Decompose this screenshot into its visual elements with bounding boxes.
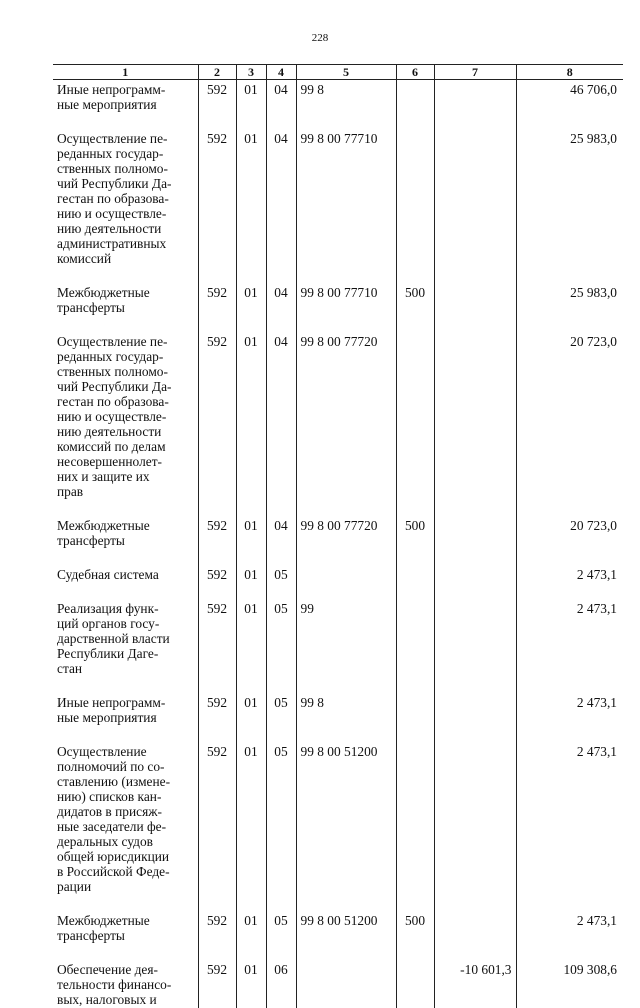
cell-change-amount [434,567,516,601]
cell-admin-code: 592 [198,131,236,285]
cell-admin-code: 592 [198,744,236,913]
cell-section: 01 [236,131,266,285]
cell-total-amount: 2 473,1 [516,744,623,913]
header-col-2: 2 [198,65,236,80]
cell-admin-code: 592 [198,285,236,334]
cell-expense-type [396,567,434,601]
table-row [53,695,623,744]
cell-section: 01 [236,695,266,744]
header-row [53,65,623,80]
cell-admin-code: 592 [198,601,236,695]
table-row [53,567,623,601]
cell-subsection: 05 [266,695,296,744]
table-row [53,744,623,913]
cell-total-amount: 2 473,1 [516,601,623,695]
cell-target-article: 99 8 00 51200 [296,913,396,962]
cell-description: Обеспечение дея- тельности финансо- вых, налоговых и [53,962,198,1008]
table-row [53,601,623,695]
header-col-3: 3 [236,65,266,80]
cell-expense-type: 500 [396,913,434,962]
cell-expense-type: 500 [396,285,434,334]
cell-description: Межбюджетные трансферты [53,913,198,962]
cell-target-article: 99 8 [296,80,396,132]
table-row [53,962,623,1008]
cell-total-amount: 20 723,0 [516,334,623,518]
cell-total-amount: 25 983,0 [516,131,623,285]
cell-expense-type [396,744,434,913]
cell-section: 01 [236,962,266,1008]
cell-subsection: 04 [266,131,296,285]
cell-expense-type [396,131,434,285]
cell-subsection: 05 [266,913,296,962]
cell-total-amount: 2 473,1 [516,913,623,962]
cell-description: Осуществление полномочий по со- ставлению (измене- нию) списков кан- дидатов в присяж- ные заседатели фе- деральных судов общей юрисдикции в Российской Феде- рации [53,744,198,913]
cell-description: Осуществление пе- реданных государ- ственных полномо- чий Республики Да- гестан по образова- нию и осуществле- нию деятельности комиссий по делам несовершеннолет- них и защите их прав [53,334,198,518]
cell-change-amount [434,601,516,695]
cell-subsection: 05 [266,567,296,601]
cell-expense-type: 500 [396,518,434,567]
cell-subsection: 05 [266,744,296,913]
cell-admin-code: 592 [198,334,236,518]
cell-section: 01 [236,518,266,567]
header-col-7: 7 [434,65,516,80]
cell-subsection: 04 [266,518,296,567]
cell-change-amount [434,913,516,962]
cell-target-article: 99 8 00 77710 [296,131,396,285]
cell-change-amount [434,744,516,913]
table-row [53,80,623,132]
table-row [53,334,623,518]
cell-subsection: 04 [266,285,296,334]
cell-change-amount: -10 601,3 [434,962,516,1008]
table-body [53,80,623,1008]
cell-change-amount [434,131,516,285]
cell-expense-type [396,695,434,744]
cell-description: Межбюджетные трансферты [53,518,198,567]
cell-change-amount [434,334,516,518]
cell-change-amount [434,285,516,334]
cell-description: Реализация функ- ций органов госу- дарственной власти Республики Даге- стан [53,601,198,695]
cell-target-article: 99 8 00 51200 [296,744,396,913]
cell-subsection: 05 [266,601,296,695]
cell-target-article [296,962,396,1008]
cell-target-article: 99 8 [296,695,396,744]
cell-target-article: 99 8 00 77720 [296,334,396,518]
cell-description: Иные непрограмм- ные мероприятия [53,80,198,132]
cell-subsection: 06 [266,962,296,1008]
cell-subsection: 04 [266,80,296,132]
cell-admin-code: 592 [198,567,236,601]
cell-description: Осуществление пе- реданных государ- ственных полномо- чий Республики Да- гестан по образова- нию и осуществле- нию деятельности административных комиссий [53,131,198,285]
cell-target-article: 99 8 00 77710 [296,285,396,334]
cell-section: 01 [236,913,266,962]
cell-section: 01 [236,601,266,695]
header-col-4: 4 [266,65,296,80]
table-row [53,285,623,334]
cell-total-amount: 46 706,0 [516,80,623,132]
cell-expense-type [396,334,434,518]
cell-total-amount: 2 473,1 [516,695,623,744]
cell-description: Иные непрограмм- ные мероприятия [53,695,198,744]
header-col-1: 1 [53,65,198,80]
cell-admin-code: 592 [198,518,236,567]
table-row [53,518,623,567]
cell-section: 01 [236,285,266,334]
cell-target-article: 99 [296,601,396,695]
header-col-5: 5 [296,65,396,80]
cell-section: 01 [236,567,266,601]
cell-change-amount [434,518,516,567]
cell-admin-code: 592 [198,962,236,1008]
cell-description: Судебная система [53,567,198,601]
cell-expense-type [396,601,434,695]
table-row [53,131,623,285]
header-col-6: 6 [396,65,434,80]
cell-target-article: 99 8 00 77720 [296,518,396,567]
cell-section: 01 [236,744,266,913]
cell-admin-code: 592 [198,913,236,962]
header-col-8: 8 [516,65,623,80]
cell-expense-type [396,80,434,132]
cell-total-amount: 25 983,0 [516,285,623,334]
cell-total-amount: 2 473,1 [516,567,623,601]
cell-subsection: 04 [266,334,296,518]
cell-admin-code: 592 [198,695,236,744]
cell-expense-type [396,962,434,1008]
cell-change-amount [434,80,516,132]
table-row [53,913,623,962]
cell-section: 01 [236,334,266,518]
budget-table [53,64,623,1008]
cell-section: 01 [236,80,266,132]
cell-change-amount [434,695,516,744]
cell-description: Межбюджетные трансферты [53,285,198,334]
cell-total-amount: 20 723,0 [516,518,623,567]
page-number: 228 [0,32,640,44]
cell-admin-code: 592 [198,80,236,132]
cell-target-article [296,567,396,601]
cell-total-amount: 109 308,6 [516,962,623,1008]
